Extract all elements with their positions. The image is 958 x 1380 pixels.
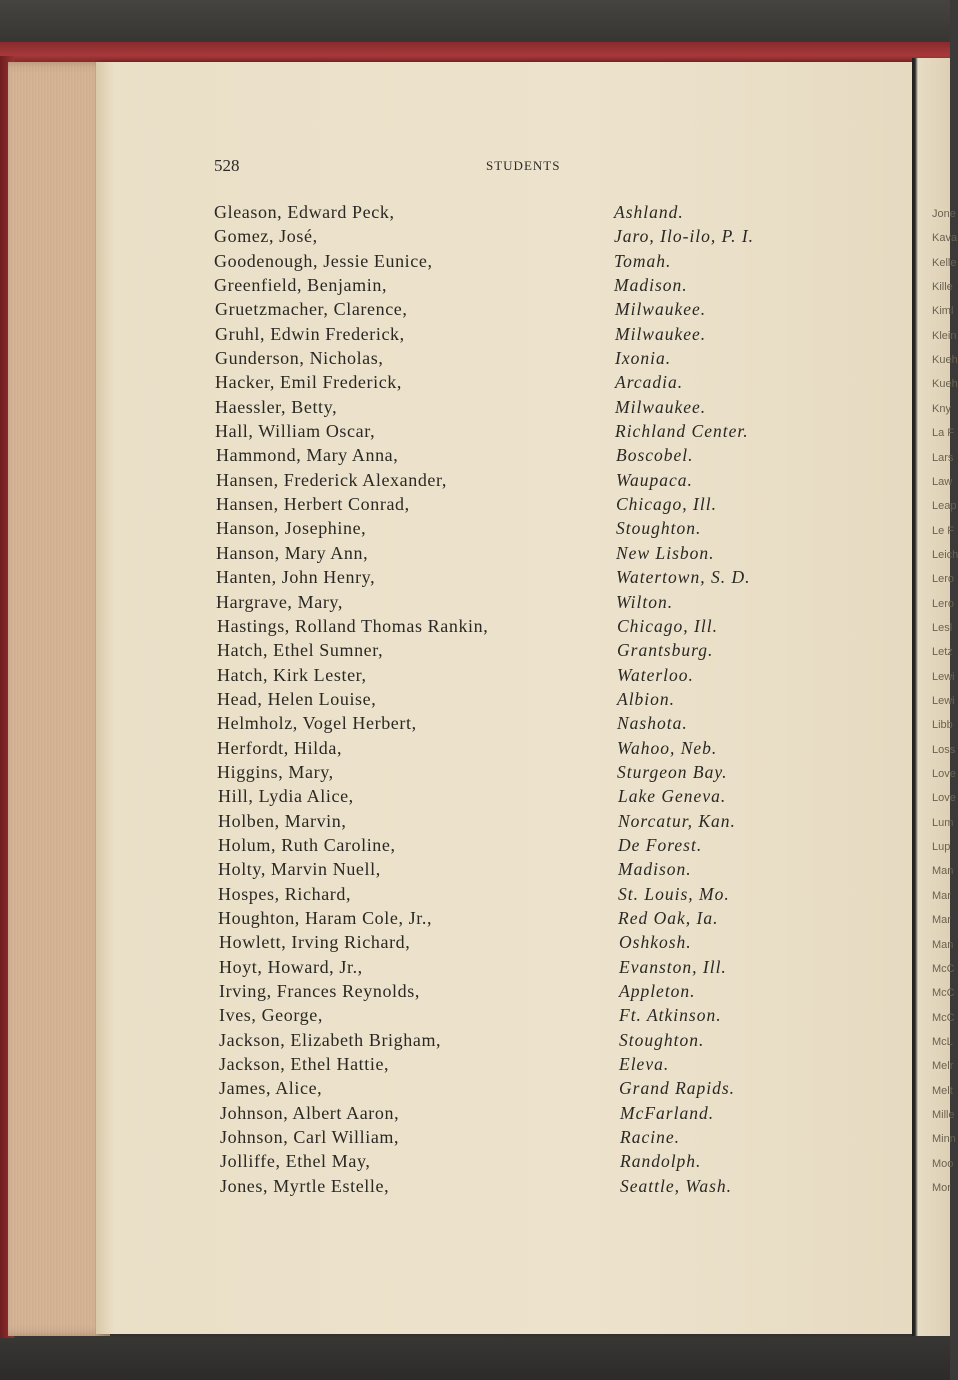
student-hometown: Arcadia. [615,372,684,393]
list-item [214,833,814,857]
edge-word: Lum [932,816,954,829]
list-item [214,760,814,784]
list-item [214,736,814,760]
student-hometown: Ft. Atkinson. [619,1005,722,1026]
edge-word: Kiml [932,305,954,318]
student-hometown: Milwaukee. [615,299,707,320]
student-name: Hospes, Richard, [218,883,352,904]
student-hometown: Watertown, S. D. [616,567,751,588]
edge-word: Klein [932,329,957,342]
edge-word: Melt [932,1084,953,1097]
student-name: Herfordt, Hilda, [217,737,343,758]
list-item [214,882,814,906]
edge-word: Mar [932,914,951,927]
edge-word: La F [932,427,955,440]
student-hometown: St. Louis, Mo. [618,883,730,904]
student-hometown: Grantsburg. [617,640,714,661]
student-name: Hanson, Mary Ann, [216,542,369,563]
edge-word: Man [932,865,954,878]
edge-word: Mille [932,1108,955,1121]
student-name: Helmholz, Vogel Herbert, [217,713,417,734]
student-hometown: Randolph. [620,1151,702,1172]
edge-word: McC [932,1011,955,1024]
list-item [214,955,814,979]
student-hometown: Appleton. [619,981,696,1001]
student-hometown: Wahoo, Neb. [617,737,718,758]
list-item [214,370,814,394]
student-name: Gunderson, Nicholas, [215,348,384,369]
list-item [214,492,814,516]
student-name: Holum, Ruth Caroline, [218,834,396,855]
edge-word: Mar [932,889,951,902]
student-hometown: Racine. [620,1127,680,1148]
student-hometown: Milwaukee. [615,396,707,417]
student-name: Hammond, Mary Anna, [216,445,399,466]
student-name: Hastings, Rolland Thomas Rankin, [217,615,489,636]
next-page-edge [912,58,958,1336]
student-hometown: Ashland. [614,202,684,222]
list-item [214,322,814,346]
page-edges [8,62,110,1336]
list-item [214,638,814,662]
edge-word: Kelle [932,256,957,269]
list-item [214,565,814,589]
edge-word: McC [932,987,955,1000]
student-name: Hanson, Josephine, [216,518,367,539]
student-hometown: McFarland. [620,1102,715,1123]
student-name: Jones, Myrtle Estelle, [220,1175,390,1196]
student-name: Ives, George, [219,1005,323,1026]
student-hometown: Chicago, Ill. [617,615,718,636]
list-item [214,930,814,954]
student-name: Johnson, Carl William, [220,1127,400,1148]
list-item [214,395,814,419]
student-hometown: Sturgeon Bay. [617,761,728,782]
student-name: Haessler, Betty, [215,396,338,417]
edge-word: Leich [932,548,958,561]
student-name: Hall, William Oscar, [215,421,376,442]
student-hometown: Madison. [618,859,692,880]
edge-word: Kueh [932,378,958,391]
edge-word: Love [932,768,956,781]
student-name: Goodenough, Jessie Eunice, [214,250,433,271]
student-name: Hanten, John Henry, [216,567,376,588]
list-item [214,200,814,224]
list-item [214,857,814,881]
edge-word: Minn [932,1133,956,1146]
student-hometown: De Forest. [618,834,703,855]
student-hometown: Albion. [617,688,676,709]
list-item [214,419,814,443]
list-item [214,614,814,638]
student-name: Hacker, Emil Frederick, [215,372,403,393]
edge-word: Lars [932,451,954,464]
edge-word: Lesl [932,621,953,634]
student-name: Howlett, Irving Richard, [219,932,411,953]
edge-word: Loss [932,743,956,756]
student-hometown: Waupaca. [616,469,693,490]
student-hometown: Nashota. [617,713,688,734]
student-hometown: Grand Rapids. [619,1078,736,1099]
student-name: Hansen, Frederick Alexander, [216,469,447,490]
student-name: Holty, Marvin Nuell, [218,859,381,880]
list-item [214,590,814,614]
list-item [214,1003,814,1027]
edge-word: Lewi [932,695,955,707]
student-hometown: Boscobel. [616,445,694,466]
student-name: Gleason, Edward Peck, [214,202,395,222]
list-item [214,249,814,273]
student-name: Hansen, Herbert Conrad, [216,494,410,515]
list-item [214,273,814,297]
list-item [214,784,814,808]
student-name: Houghton, Haram Cole, Jr., [218,907,433,928]
student-name: Gruhl, Edwin Frederick, [215,323,405,344]
student-hometown: Madison. [614,275,688,296]
student-hometown: Seattle, Wash. [620,1175,733,1196]
student-name: Hatch, Kirk Lester, [217,664,367,685]
list-item [214,1149,814,1173]
edge-word: Kueh [932,354,958,367]
student-hometown: Stoughton. [616,518,702,539]
edge-word: Kille [932,281,953,294]
student-hometown: Eleva. [619,1054,670,1075]
edge-word: Kny [932,402,951,415]
student-hometown: Milwaukee. [615,323,707,344]
student-name: Johnson, Albert Aaron, [220,1102,400,1123]
student-hometown: New Lisbon. [616,542,715,563]
student-name: Hatch, Ethel Sumner, [217,640,384,661]
student-name: Hill, Lydia Alice, [218,786,354,807]
student-name: Gruetzmacher, Clarence, [215,299,408,320]
student-name: James, Alice, [219,1078,323,1099]
edge-word: Lero [932,597,955,610]
edge-word: Melr [932,1060,954,1073]
student-name: Head, Helen Louise, [217,688,377,709]
list-item [214,1174,814,1198]
student-hometown: Evanston, Ill. [619,956,727,977]
list-item [214,516,814,540]
student-name: Holben, Marvin, [218,810,347,831]
student-name: Jackson, Elizabeth Brigham, [219,1029,442,1050]
edge-word: Jone [932,208,956,220]
student-list [214,200,814,1198]
book-cover-top [0,42,950,64]
student-name: Gomez, José, [214,226,318,247]
list-item [214,979,814,1003]
edge-word: McL [932,1035,953,1048]
list-item [214,1125,814,1149]
page-number: 528 [214,156,240,175]
edge-word: Man [932,938,954,951]
list-item [214,346,814,370]
edge-word: Leap [932,500,957,513]
student-hometown: Richland Center. [615,421,749,442]
student-name: Jackson, Ethel Hattie, [219,1054,390,1075]
edge-word: Mor [932,1182,951,1194]
list-item [214,541,814,565]
edge-word: Lup [932,841,951,854]
list-item [214,297,814,321]
list-item [214,224,814,248]
edge-word: Moo [932,1157,954,1170]
list-item [214,711,814,735]
list-item [214,443,814,467]
list-item [214,1028,814,1052]
student-hometown: Red Oak, Ia. [618,907,719,928]
student-name: Hargrave, Mary, [216,591,343,612]
list-item [214,906,814,930]
edge-word: McC [932,962,955,975]
list-item [214,1052,814,1076]
student-name: Jolliffe, Ethel May, [220,1151,371,1172]
running-head: STUDENTS [486,158,561,173]
student-hometown: Lake Geneva. [618,786,727,807]
student-hometown: Tomah. [614,250,672,271]
edge-word: Kava [932,232,958,245]
student-name: Irving, Frances Reynolds, [219,981,420,1001]
edge-word: Love [932,792,956,805]
list-item [214,1076,814,1100]
student-hometown: Wilton. [616,591,674,612]
student-hometown: Jaro, Ilo-ilo, P. I. [614,226,755,247]
student-hometown: Stoughton. [619,1029,705,1050]
list-item [214,1101,814,1125]
student-hometown: Norcatur, Kan. [618,810,736,831]
desk-background-bottom [0,1328,950,1380]
student-hometown: Waterloo. [617,664,694,685]
student-name: Greenfield, Benjamin, [214,275,388,296]
edge-word: Lewi [932,670,955,683]
list-item [214,468,814,492]
student-hometown: Ixonia. [615,348,672,369]
page-header [214,156,574,176]
list-item [214,663,814,687]
edge-word: Lero [932,573,955,586]
list-item [214,687,814,711]
list-item [214,809,814,833]
student-hometown: Oshkosh. [619,932,692,953]
edge-word: Letz [932,646,953,659]
student-hometown: Chicago, Ill. [616,494,717,515]
student-name: Higgins, Mary, [217,761,334,782]
student-name: Hoyt, Howard, Jr., [219,956,363,977]
edge-word: Le F [932,524,955,537]
edge-word: Libb [932,719,953,732]
edge-word: Law [932,475,953,488]
